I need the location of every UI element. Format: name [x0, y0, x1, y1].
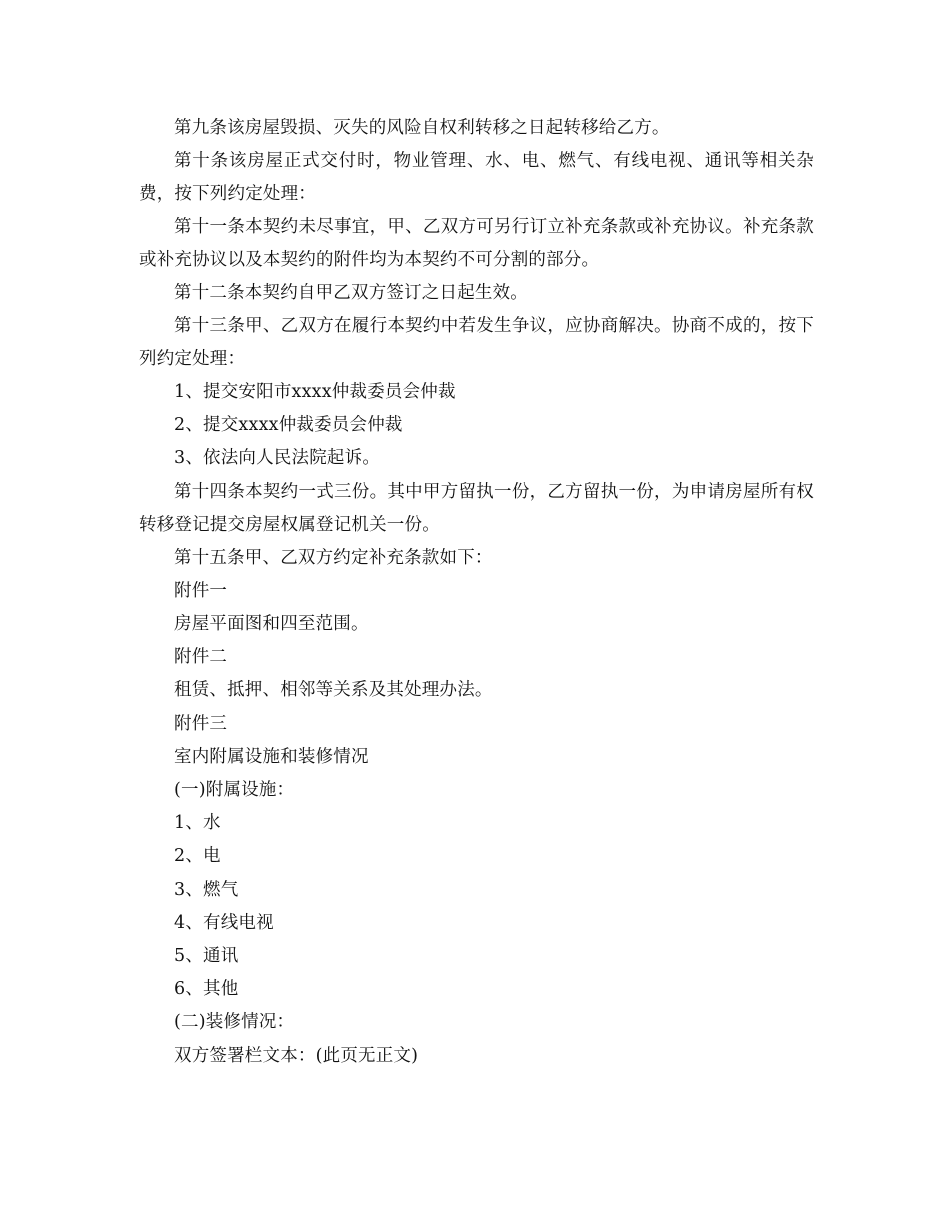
paragraph-article-10: 第十条该房屋正式交付时，物业管理、水、电、燃气、有线电视、通讯等相关杂费，按下列约定处理： — [139, 151, 814, 204]
decoration-heading: (二)装修情况： — [174, 1012, 295, 1033]
paragraph-article-11: 第十一条本契约未尽事宜，甲、乙双方可另行订立补充条款或补充协议。补充条款或补充协议以及本契约的附件均为本契约不可分割的部分。 — [139, 217, 814, 270]
paragraph-article-15: 第十五条甲、乙双方约定补充条款如下： — [174, 547, 493, 568]
facility-item: 6、其他 — [174, 979, 239, 1000]
paragraph-article-14: 第十四条本契约一式三份。其中甲方留执一份，乙方留执一份，为申请房屋所有权转移登记提交房屋权属登记机关一份。 — [139, 481, 814, 535]
attachment-3-heading: 附件三 — [174, 713, 228, 734]
facility-item: 5、通讯 — [174, 946, 239, 967]
facilities-heading: (一)附属设施： — [174, 780, 295, 801]
facility-item: 4、有线电视 — [174, 912, 274, 933]
attachment-2-text: 租赁、抵押、相邻等关系及其处理办法。 — [174, 680, 493, 701]
paragraph-article-9: 第九条该房屋毁损、灭失的风险自权利转移之日起转移给乙方。 — [174, 118, 670, 138]
attachment-1-heading: 附件一 — [174, 580, 228, 601]
paragraph-article-13: 第十三条甲、乙双方在履行本契约中若发生争议，应协商解决。协商不成的，按下列约定处理： — [139, 316, 814, 369]
facility-item: 1、水 — [174, 813, 221, 834]
list-item-arbitration-3: 3、依法向人民法院起诉。 — [174, 448, 381, 469]
list-item-arbitration-1: 1、提交安阳市xxxx仲裁委员会仲裁 — [174, 382, 456, 402]
signature-section-text: 双方签署栏文本：(此页无正文) — [174, 1045, 419, 1066]
attachment-3-text: 室内附属设施和装修情况 — [174, 746, 369, 767]
facility-item: 3、燃气 — [174, 879, 239, 900]
document-page — [0, 112, 950, 1073]
paragraph-article-12: 第十二条本契约自甲乙双方签订之日起生效。 — [174, 283, 528, 303]
attachment-1-text: 房屋平面图和四至范围。 — [174, 614, 369, 635]
facility-item: 2、电 — [174, 846, 221, 867]
attachment-2-heading: 附件二 — [174, 647, 228, 668]
list-item-arbitration-2: 2、提交xxxx仲裁委员会仲裁 — [174, 415, 403, 436]
